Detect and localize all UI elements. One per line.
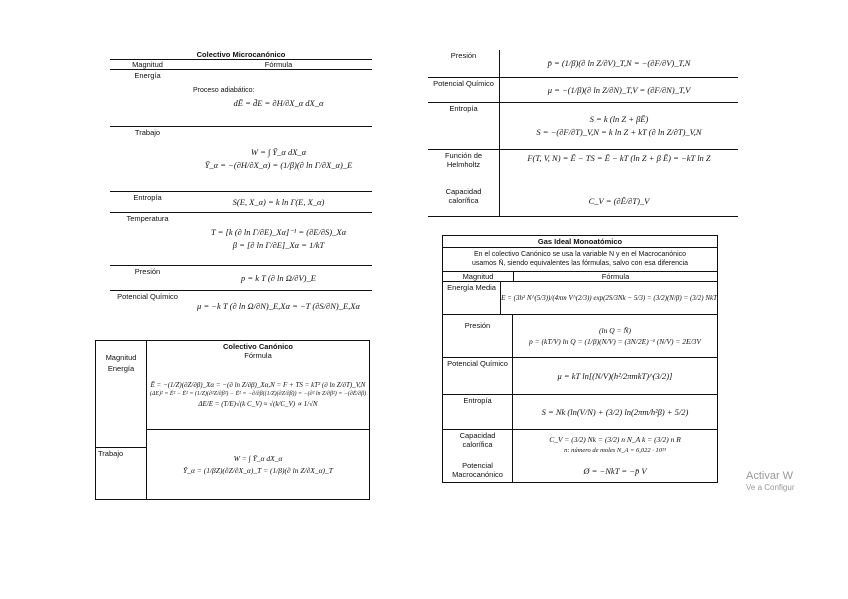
- canon-label: Energía: [107, 364, 135, 373]
- micro-label: Trabajo: [134, 128, 161, 137]
- micro-row-trabajo: [110, 127, 372, 192]
- micro-formula: β = [∂ ln Γ/∂E]_Xα = 1/kT: [232, 240, 325, 250]
- micro-row-energia: [110, 70, 372, 127]
- micro-formula: Ȳ_α = −(∂H/∂X_α) = (1/β)(∂ ln Γ/∂X_α)_E: [204, 160, 353, 170]
- right-label: Potencial Químico: [428, 78, 500, 102]
- gas-description-line: En el colectivo Canónico se usa la variable N y en el Macrocanónico: [473, 251, 687, 258]
- micro-formula: T = [k (∂ ln Γ/∂E)_Xα]⁻¹ = (∂E/∂S)_Xα: [210, 227, 347, 238]
- gas-formula: n: número de moles N_A = 6,022 · 10²³: [564, 446, 666, 454]
- canon-formula: ΔE/E = (T/E)√(k C_V) ≈ √(k/C_V) ∝ 1/√N: [198, 400, 318, 408]
- canon-formula: Ȳ_α = (1/βZ)(∂Z/∂X_α)_T = (1/β)(∂ ln Z/∂X_α)_T: [183, 465, 333, 475]
- canon-header-magnitud: Magnitud: [105, 353, 137, 362]
- watermark-line: Ve a Configur: [746, 483, 795, 492]
- micro-label: Potencial Químico: [117, 292, 178, 301]
- gas-formula: (ln Q = N̄): [599, 325, 631, 335]
- micro-formula: S(E, X_α) = k ln Γ(E, X_α): [232, 196, 325, 207]
- right-formula: μ = −(1/β)(∂ ln Z/∂N)_T,V = (∂F/∂N)_T,V: [547, 84, 691, 95]
- micro-formula: p = k T (∂ ln Ω/∂V)_E: [241, 272, 316, 283]
- micro-row-temperatura: [110, 213, 372, 266]
- micro-header: [110, 59, 372, 70]
- gas-row-capacidad: [443, 430, 717, 460]
- micro-label: Temperatura: [126, 214, 169, 223]
- micro-row-entropia: [110, 192, 372, 213]
- activation-watermark: [746, 470, 794, 492]
- gas-row-energia-media: [443, 282, 717, 315]
- right-row-entropia: [428, 103, 738, 150]
- micro-label: Presión: [134, 267, 161, 276]
- micro-note: Proceso adiabático:: [193, 87, 255, 95]
- micro-formula: dĒ = d̄E = ∂H/∂X_α dX_α: [233, 97, 324, 108]
- canon-formula: (ΔE)² = Ē² − Ē² = (1/Z)(∂²Z/∂β²) − Ē² = −∂/∂β((1/Z)(∂Z/∂β)) = −(∂² ln Z/∂β²) = −(∂Ē/∂β): [149, 391, 367, 397]
- gas-label: Energía Media: [443, 282, 501, 314]
- gas-row-potencial-quimico: [443, 358, 717, 395]
- right-row-helmholtz: [428, 150, 738, 186]
- canon-header-formula: Fórmula: [244, 351, 272, 360]
- gas-header-magnitud: Magnitud: [443, 272, 514, 281]
- gas-title: Gas Ideal Monoatómico: [443, 236, 717, 248]
- right-formula: F(T, V, N) = Ē − TS = Ē − kT (ln Z + β Ē) = −kT ln Z: [527, 153, 711, 163]
- micro-label: Energía: [134, 71, 161, 80]
- gas-ideal-table: [442, 235, 718, 483]
- gas-description: [443, 248, 717, 272]
- micro-table: [110, 50, 372, 321]
- right-row-potencial-quimico: [428, 78, 738, 103]
- gas-row-potencial-macro: [443, 460, 717, 482]
- canon-formula: W = ∫ Ȳ_α dX_α: [233, 454, 283, 464]
- watermark-line: Activar W: [746, 470, 794, 482]
- gas-header: [443, 272, 717, 282]
- gas-formula: S = Nk (ln(V/N) + (3/2) ln(2πm/h²β) + 5/2): [541, 406, 689, 417]
- gas-formula: p = (kT/V) ln Q = (1/β)(N/V) = (3N/2E)⁻¹ (N/V) = 2E/3V: [528, 336, 702, 346]
- right-formula: S = −(∂F/∂T)_V,N = k ln Z + kT (∂ ln Z/∂T)_V,N: [536, 127, 702, 137]
- canon-label: Trabajo: [96, 447, 146, 499]
- micro-formula: W = ∫ Ȳ_α dX_α: [250, 147, 307, 158]
- gas-label: Potencial Químico: [443, 358, 513, 394]
- gas-header-formula: Fórmula: [601, 271, 630, 281]
- canon-formula: Ē = −(1/Z)(∂Z/∂β)_Xα = −(∂ ln Z/∂β)_Xα,N = F + TS = kT² (∂ ln Z/∂T)_V,N: [150, 380, 366, 389]
- right-row-capacidad: [428, 186, 738, 217]
- right-formula: S = k (ln Z + βĒ): [589, 114, 649, 125]
- right-row-presion: [428, 50, 738, 78]
- gas-formula: μ = kT ln[(N/V)(h²/2πmkT)^(3/2)]: [557, 370, 673, 381]
- canon-continuation-table: [428, 50, 738, 217]
- right-label: Capacidad calorífica: [428, 186, 500, 216]
- right-formula: C_V = (∂Ē/∂T)_V: [588, 195, 650, 206]
- micro-title: Colectivo Microcanónico: [196, 50, 286, 59]
- gas-label: Presión: [443, 315, 513, 357]
- micro-row-presion: [110, 266, 372, 291]
- canon-table: [95, 340, 370, 500]
- gas-row-entropia: [443, 395, 717, 430]
- micro-header-formula: Fórmula: [264, 60, 293, 69]
- gas-label: Entropía: [443, 395, 513, 429]
- right-label: Entropía: [428, 103, 500, 149]
- gas-formula: Ø = −NkT = −p̄ V: [583, 465, 647, 476]
- micro-formula: μ = −k T (∂ ln Ω/∂N)_E,Xα = −T (∂S/∂N)_E,Xα: [197, 300, 360, 311]
- right-label: Presión: [428, 50, 500, 77]
- gas-formula: C_V = (3/2) Nk = (3/2) n N_A k = (3/2) n R: [549, 435, 681, 445]
- gas-label: Potencial Macrocanónico: [443, 460, 513, 482]
- gas-label: Capacidad calorífica: [443, 430, 513, 460]
- micro-row-potencial-quimico: [110, 291, 372, 321]
- micro-header-magnitud: Magnitud: [132, 60, 163, 69]
- right-formula: p̄ = (1/β)(∂ ln Z/∂V)_T,N = −(∂F/∂V)_T,N: [547, 58, 691, 69]
- gas-description-line: usamos N̄, siendo equivalentes las fórmulas, salvo con esa diferencia: [472, 260, 688, 268]
- right-label: Función de Helmholtz: [428, 150, 500, 186]
- gas-formula: E = (3h² N^(5/3))/(4πm V^(2/3)) exp(2S/3Nk − 5/3) = (3/2)(N/β) = (3/2) NkT: [501, 293, 717, 302]
- micro-label: Entropía: [133, 193, 162, 202]
- gas-row-presion: [443, 315, 717, 358]
- canon-title: Colectivo Canónico: [222, 342, 293, 351]
